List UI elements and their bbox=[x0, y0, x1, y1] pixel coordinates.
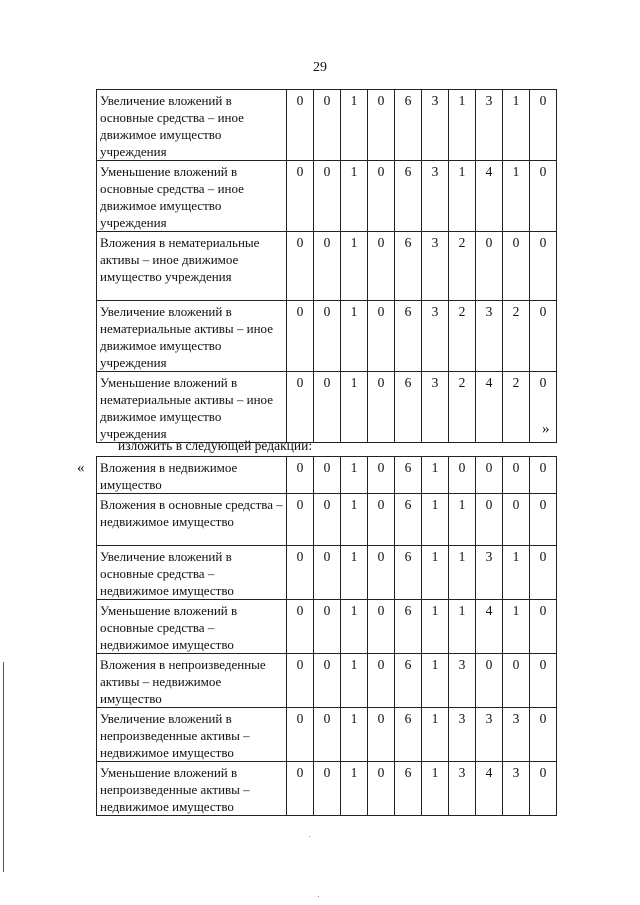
code-digit-cell: 6 bbox=[395, 90, 422, 161]
code-digit-cell: 1 bbox=[341, 372, 368, 443]
table-row bbox=[97, 762, 557, 816]
code-digit-cell: 1 bbox=[503, 90, 530, 161]
code-digit-cell: 0 bbox=[314, 654, 341, 708]
code-digit-cell: 1 bbox=[341, 708, 368, 762]
code-digit-cell: 3 bbox=[503, 762, 530, 816]
code-digit-cell: 6 bbox=[395, 232, 422, 301]
code-digit-cell: 3 bbox=[476, 546, 503, 600]
code-digit-cell: 0 bbox=[314, 161, 341, 232]
code-digit-cell: 6 bbox=[395, 301, 422, 372]
code-digit-cell: 0 bbox=[368, 600, 395, 654]
code-digit-cell: 4 bbox=[476, 600, 503, 654]
code-digit-cell: 1 bbox=[503, 161, 530, 232]
table-row bbox=[97, 90, 557, 161]
code-digit-cell: 3 bbox=[476, 301, 503, 372]
account-name-cell: Вложения в непроизведенные активы – недвижимое имущество bbox=[97, 654, 287, 708]
code-digit-cell: 0 bbox=[314, 301, 341, 372]
account-name-cell: Вложения в основные средства – недвижимое имущество bbox=[97, 494, 287, 546]
code-digit-cell: 0 bbox=[368, 708, 395, 762]
code-digit-cell: 0 bbox=[368, 232, 395, 301]
code-digit-cell: 0 bbox=[530, 654, 557, 708]
code-digit-cell: 0 bbox=[530, 301, 557, 372]
code-digit-cell: 0 bbox=[530, 457, 557, 494]
code-digit-cell: 1 bbox=[341, 161, 368, 232]
code-digit-cell: 1 bbox=[422, 600, 449, 654]
code-digit-cell: 1 bbox=[422, 546, 449, 600]
code-digit-cell: 0 bbox=[476, 494, 503, 546]
code-digit-cell: 6 bbox=[395, 372, 422, 443]
code-digit-cell: 1 bbox=[449, 546, 476, 600]
code-digit-cell: 0 bbox=[368, 90, 395, 161]
account-name-cell: Увеличение вложений в основные средства – иное движимое имущество учреждения bbox=[97, 90, 287, 161]
code-digit-cell: 4 bbox=[476, 762, 503, 816]
code-digit-cell: 1 bbox=[422, 762, 449, 816]
code-digit-cell: 0 bbox=[530, 600, 557, 654]
table-row bbox=[97, 654, 557, 708]
code-digit-cell: 0 bbox=[476, 654, 503, 708]
code-digit-cell: 3 bbox=[449, 654, 476, 708]
code-digit-cell: 0 bbox=[287, 161, 314, 232]
account-name-cell: Уменьшение вложений в нематериальные активы – иное движимое имущество учреждения bbox=[97, 372, 287, 443]
code-digit-cell: 0 bbox=[314, 232, 341, 301]
code-digit-cell: 0 bbox=[314, 457, 341, 494]
account-name-cell: Увеличение вложений в основные средства – недвижимое имущество bbox=[97, 546, 287, 600]
code-digit-cell: 4 bbox=[476, 161, 503, 232]
table-row bbox=[97, 494, 557, 546]
code-digit-cell: 1 bbox=[503, 546, 530, 600]
code-digit-cell: 0 bbox=[314, 494, 341, 546]
code-digit-cell: 0 bbox=[287, 494, 314, 546]
page-number: 29 bbox=[313, 60, 327, 75]
account-name-cell: Уменьшение вложений в основные средства – недвижимое имущество bbox=[97, 600, 287, 654]
scan-margin-line bbox=[3, 662, 4, 872]
table-row bbox=[97, 301, 557, 372]
code-digit-cell: 0 bbox=[287, 301, 314, 372]
code-digit-cell: 3 bbox=[422, 372, 449, 443]
table-row bbox=[97, 372, 557, 443]
table-row bbox=[97, 546, 557, 600]
code-digit-cell: 3 bbox=[476, 708, 503, 762]
code-digit-cell: 1 bbox=[341, 546, 368, 600]
opening-quote: « bbox=[77, 460, 85, 476]
code-digit-cell: 1 bbox=[422, 494, 449, 546]
code-digit-cell: 6 bbox=[395, 161, 422, 232]
accounts-table-new bbox=[96, 456, 557, 816]
table-row bbox=[97, 232, 557, 301]
code-digit-cell: 0 bbox=[530, 546, 557, 600]
code-digit-cell: 0 bbox=[287, 600, 314, 654]
code-digit-cell: 0 bbox=[287, 372, 314, 443]
account-name-cell: Вложения в недвижимое имущество bbox=[97, 457, 287, 494]
code-digit-cell: 2 bbox=[503, 372, 530, 443]
code-digit-cell: 0 bbox=[530, 90, 557, 161]
table-row bbox=[97, 600, 557, 654]
code-digit-cell: 0 bbox=[476, 457, 503, 494]
code-digit-cell: 1 bbox=[449, 600, 476, 654]
code-digit-cell: 1 bbox=[449, 161, 476, 232]
scan-speck bbox=[309, 836, 310, 837]
code-digit-cell: 2 bbox=[449, 372, 476, 443]
code-digit-cell: 0 bbox=[368, 372, 395, 443]
code-digit-cell: 1 bbox=[341, 457, 368, 494]
code-digit-cell: 0 bbox=[287, 90, 314, 161]
code-digit-cell: 0 bbox=[503, 654, 530, 708]
code-digit-cell: 1 bbox=[422, 708, 449, 762]
code-digit-cell: 2 bbox=[449, 232, 476, 301]
code-digit-cell: 0 bbox=[314, 762, 341, 816]
code-digit-cell: 1 bbox=[449, 90, 476, 161]
closing-quote: » bbox=[542, 421, 550, 437]
code-digit-cell: 0 bbox=[476, 232, 503, 301]
code-digit-cell: 1 bbox=[341, 232, 368, 301]
code-digit-cell: 3 bbox=[449, 762, 476, 816]
code-digit-cell: 1 bbox=[341, 90, 368, 161]
code-digit-cell: 1 bbox=[341, 762, 368, 816]
code-digit-cell: 3 bbox=[449, 708, 476, 762]
code-digit-cell: 6 bbox=[395, 654, 422, 708]
code-digit-cell: 0 bbox=[314, 546, 341, 600]
code-digit-cell: 1 bbox=[503, 600, 530, 654]
code-digit-cell: 0 bbox=[287, 762, 314, 816]
code-digit-cell: 0 bbox=[368, 457, 395, 494]
account-name-cell: Уменьшение вложений в непроизведенные активы – недвижимое имущество bbox=[97, 762, 287, 816]
code-digit-cell: 0 bbox=[530, 161, 557, 232]
code-digit-cell: 0 bbox=[530, 232, 557, 301]
code-digit-cell: 6 bbox=[395, 600, 422, 654]
code-digit-cell: 0 bbox=[530, 372, 557, 443]
code-digit-cell: 0 bbox=[530, 494, 557, 546]
code-digit-cell: 1 bbox=[449, 494, 476, 546]
code-digit-cell: 0 bbox=[287, 546, 314, 600]
code-digit-cell: 0 bbox=[314, 372, 341, 443]
code-digit-cell: 0 bbox=[314, 600, 341, 654]
code-digit-cell: 1 bbox=[341, 600, 368, 654]
code-digit-cell: 2 bbox=[449, 301, 476, 372]
amendment-heading: изложить в следующей редакции: bbox=[118, 438, 313, 453]
code-digit-cell: 3 bbox=[476, 90, 503, 161]
code-digit-cell: 0 bbox=[287, 232, 314, 301]
code-digit-cell: 3 bbox=[422, 161, 449, 232]
account-name-cell: Уменьшение вложений в основные средства – иное движимое имущество учреждения bbox=[97, 161, 287, 232]
code-digit-cell: 0 bbox=[530, 762, 557, 816]
code-digit-cell: 2 bbox=[503, 301, 530, 372]
code-digit-cell: 0 bbox=[449, 457, 476, 494]
code-digit-cell: 0 bbox=[503, 494, 530, 546]
code-digit-cell: 1 bbox=[422, 457, 449, 494]
code-digit-cell: 0 bbox=[287, 654, 314, 708]
code-digit-cell: 1 bbox=[341, 654, 368, 708]
code-digit-cell: 0 bbox=[314, 708, 341, 762]
code-digit-cell: 0 bbox=[287, 457, 314, 494]
code-digit-cell: 1 bbox=[341, 301, 368, 372]
code-digit-cell: 0 bbox=[503, 457, 530, 494]
code-digit-cell: 6 bbox=[395, 457, 422, 494]
code-digit-cell: 6 bbox=[395, 708, 422, 762]
code-digit-cell: 0 bbox=[287, 708, 314, 762]
table-row bbox=[97, 708, 557, 762]
code-digit-cell: 6 bbox=[395, 546, 422, 600]
table-row bbox=[97, 457, 557, 494]
code-digit-cell: 0 bbox=[368, 161, 395, 232]
code-digit-cell: 0 bbox=[368, 654, 395, 708]
account-name-cell: Увеличение вложений в непроизведенные активы – недвижимое имущество bbox=[97, 708, 287, 762]
code-digit-cell: 3 bbox=[503, 708, 530, 762]
code-digit-cell: 6 bbox=[395, 762, 422, 816]
code-digit-cell: 1 bbox=[422, 654, 449, 708]
code-digit-cell: 0 bbox=[314, 90, 341, 161]
account-name-cell: Увеличение вложений в нематериальные активы – иное движимое имущество учреждения bbox=[97, 301, 287, 372]
code-digit-cell: 0 bbox=[368, 494, 395, 546]
accounts-table-current bbox=[96, 89, 557, 443]
code-digit-cell: 0 bbox=[503, 232, 530, 301]
code-digit-cell: 3 bbox=[422, 301, 449, 372]
code-digit-cell: 3 bbox=[422, 90, 449, 161]
code-digit-cell: 1 bbox=[341, 494, 368, 546]
code-digit-cell: 3 bbox=[422, 232, 449, 301]
code-digit-cell: 4 bbox=[476, 372, 503, 443]
code-digit-cell: 0 bbox=[368, 762, 395, 816]
table-row bbox=[97, 161, 557, 232]
code-digit-cell: 0 bbox=[368, 546, 395, 600]
code-digit-cell: 0 bbox=[530, 708, 557, 762]
code-digit-cell: 0 bbox=[368, 301, 395, 372]
scan-speck bbox=[318, 896, 319, 897]
account-name-cell: Вложения в нематериальные активы – иное движимое имущество учреждения bbox=[97, 232, 287, 301]
code-digit-cell: 6 bbox=[395, 494, 422, 546]
